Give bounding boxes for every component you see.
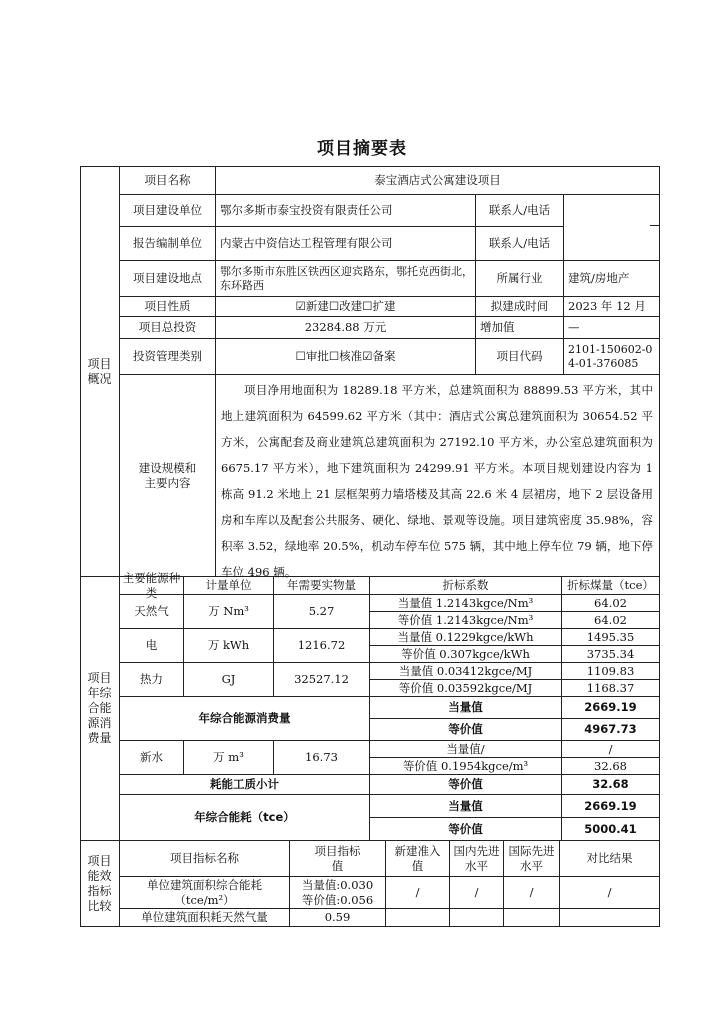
value-added-value: — <box>564 317 660 339</box>
scale-content: 项目净用地面积为 18289.18 平方米，总建筑面积为 88899.53 平方米，其中地上建筑面积为 64599.62 平方米（其中：酒店式公寓总建筑面积为 30654.52 平方米，公寓配套及商业建筑总建筑面积为 27192.10 平方米，办公室总建筑面积为 6675.17 平方米），地下建筑面积为 24299.91 平方米。本项目规划建设内容为 1 栋高 91.2 米地上 21 层框架剪力墙塔楼及其高 22.6 米 4 层裙房，地下 2 层设备用房和车库以及配套公共服务、硬化、绿地、景观等设施。项目建筑密度 35.98%，容积率 3.52，绿地率 20.5%，机动车停车位 575 辆，其中地上停车位 79 辆，地下停车位 496 辆。 <box>216 375 660 577</box>
site-value: 鄂尔多斯市东胜区铁西区迎宾路东，鄂托克西街北，东环路西 <box>216 261 476 297</box>
header-unit: 计量单位 <box>184 577 274 595</box>
completion-label: 拟建成时间 <box>476 297 564 317</box>
industry-value: 建筑/房地产 <box>564 261 660 297</box>
overall-pr-label: 等价值 <box>370 818 562 841</box>
table-left-border <box>80 167 81 927</box>
total-consumption-label: 年综合能源消费量 <box>120 697 370 741</box>
table-edge-mark <box>650 225 660 226</box>
gas-coef-pr: 等价值 1.2143kgce/Nm³ <box>370 612 562 629</box>
eff-row1-intl: / <box>504 877 560 909</box>
water-coef-pr: 等价值 0.1954kgce/m³ <box>370 758 562 775</box>
medium-pr-value: 32.68 <box>562 775 660 795</box>
gas-unit: 万 Nm³ <box>184 595 274 629</box>
eff-row2-intl <box>504 909 560 927</box>
contact-label-1: 联系人/电话 <box>476 195 564 227</box>
value-added-label: 增加值 <box>476 317 564 339</box>
overall-consumption-label: 年综合能耗（tce） <box>120 795 370 841</box>
investment-value: 23284.88 万元 <box>216 317 476 339</box>
project-name-value: 泰宝酒店式公寓建设项目 <box>216 167 660 195</box>
total-pr-label: 等价值 <box>370 719 562 741</box>
heat-coef-eq: 当量值 0.03412kgce/MJ <box>370 663 562 680</box>
contact-value-2 <box>564 227 660 261</box>
eff-row2-domestic <box>450 909 504 927</box>
gas-tce-eq: 64.02 <box>562 595 660 612</box>
eff-header-name: 项目指标名称 <box>120 841 290 877</box>
heat-unit: GJ <box>184 663 274 697</box>
summary-table <box>80 166 660 927</box>
site-label: 项目建设地点 <box>120 261 216 297</box>
nature-label: 项目性质 <box>120 297 216 317</box>
header-tce: 折标煤量（tce） <box>562 577 660 595</box>
heat-amount: 32527.12 <box>274 663 370 697</box>
eff-header-new: 新建准入值 <box>386 841 450 877</box>
heat-name: 热力 <box>120 663 184 697</box>
eff-header-intl: 国际先进水平 <box>504 841 560 877</box>
eff-row2-value: 0.59 <box>290 909 386 927</box>
total-eq-label: 当量值 <box>370 697 562 719</box>
water-tce-pr: 32.68 <box>562 758 660 775</box>
eff-row1-domestic: / <box>450 877 504 909</box>
medium-pr-label: 等价值 <box>370 775 562 795</box>
overview-section-label: 项目概况 <box>80 167 120 577</box>
project-name-label: 项目名称 <box>120 167 216 195</box>
water-name: 新水 <box>120 741 184 775</box>
eff-row1-value-pr: 等价值:0.056 <box>301 892 374 907</box>
overall-eq-label: 当量值 <box>370 795 562 818</box>
nature-value: ☑新建☐改建☐扩建 <box>216 297 476 317</box>
code-label: 项目代码 <box>476 339 564 375</box>
medium-subtotal-label: 耗能工质小计 <box>120 775 370 795</box>
water-tce-eq: / <box>562 741 660 758</box>
scale-label: 建设规模和主要内容 <box>120 375 216 577</box>
total-eq-value: 2669.19 <box>562 697 660 719</box>
page-title: 项目摘要表 <box>317 139 407 159</box>
gas-name: 天然气 <box>120 595 184 629</box>
code-value: 2101-150602-04-01-376085 <box>564 339 660 375</box>
eff-row2-result <box>560 909 660 927</box>
header-energy-type: 主要能源种类 <box>120 577 184 595</box>
completion-value: 2023 年 12 月 <box>564 297 660 317</box>
overall-eq-value: 2669.19 <box>562 795 660 818</box>
water-amount: 16.73 <box>274 741 370 775</box>
builder-value: 鄂尔多斯市泰宝投资有限责任公司 <box>216 195 476 227</box>
heat-tce-eq: 1109.83 <box>562 663 660 680</box>
gas-coef-eq: 当量值 1.2143kgce/Nm³ <box>370 595 562 612</box>
total-pr-value: 4967.73 <box>562 719 660 741</box>
elec-name: 电 <box>120 629 184 663</box>
efficiency-section-label: 项目能效指标比较 <box>80 841 120 927</box>
elec-unit: 万 kWh <box>184 629 274 663</box>
eff-row1-result: / <box>560 877 660 909</box>
eff-header-value: 项目指标值 <box>290 841 386 877</box>
gas-tce-pr: 64.02 <box>562 612 660 629</box>
industry-label: 所属行业 <box>476 261 564 297</box>
heat-tce-pr: 1168.37 <box>562 680 660 697</box>
elec-tce-eq: 1495.35 <box>562 629 660 646</box>
report-org-value: 内蒙古中资信达工程管理有限公司 <box>216 227 476 261</box>
gas-amount: 5.27 <box>274 595 370 629</box>
heat-coef-pr: 等价值 0.03592kgce/MJ <box>370 680 562 697</box>
builder-label: 项目建设单位 <box>120 195 216 227</box>
eff-header-domestic: 国内先进水平 <box>450 841 504 877</box>
eff-row2-new <box>386 909 450 927</box>
report-org-label: 报告编制单位 <box>120 227 216 261</box>
elec-coef-pr: 等价值 0.307kgce/kWh <box>370 646 562 663</box>
energy-section-label: 项目年综合能源消费量 <box>80 577 120 841</box>
water-unit: 万 m³ <box>184 741 274 775</box>
eff-row1-new: / <box>386 877 450 909</box>
water-coef-eq: 当量值/ <box>370 741 562 758</box>
eff-row2-name: 单位建筑面积耗天然气量 <box>120 909 290 927</box>
header-amount: 年需要实物量 <box>274 577 370 595</box>
elec-tce-pr: 3735.34 <box>562 646 660 663</box>
eff-header-result: 对比结果 <box>560 841 660 877</box>
contact-label-2: 联系人/电话 <box>476 227 564 261</box>
elec-amount: 1216.72 <box>274 629 370 663</box>
overall-pr-value: 5000.41 <box>562 818 660 841</box>
mgmt-label: 投资管理类别 <box>120 339 216 375</box>
mgmt-value: ☐审批☐核准☑备案 <box>216 339 476 375</box>
eff-row1-value-eq: 当量值:0.030 <box>301 878 374 893</box>
investment-label: 项目总投资 <box>120 317 216 339</box>
eff-row1-name: 单位建筑面积综合能耗（tce/m²） <box>120 877 290 909</box>
header-coefficient: 折标系数 <box>370 577 562 595</box>
contact-value-1 <box>564 195 660 227</box>
elec-coef-eq: 当量值 0.1229kgce/kWh <box>370 629 562 646</box>
eff-row1-value <box>290 877 386 909</box>
